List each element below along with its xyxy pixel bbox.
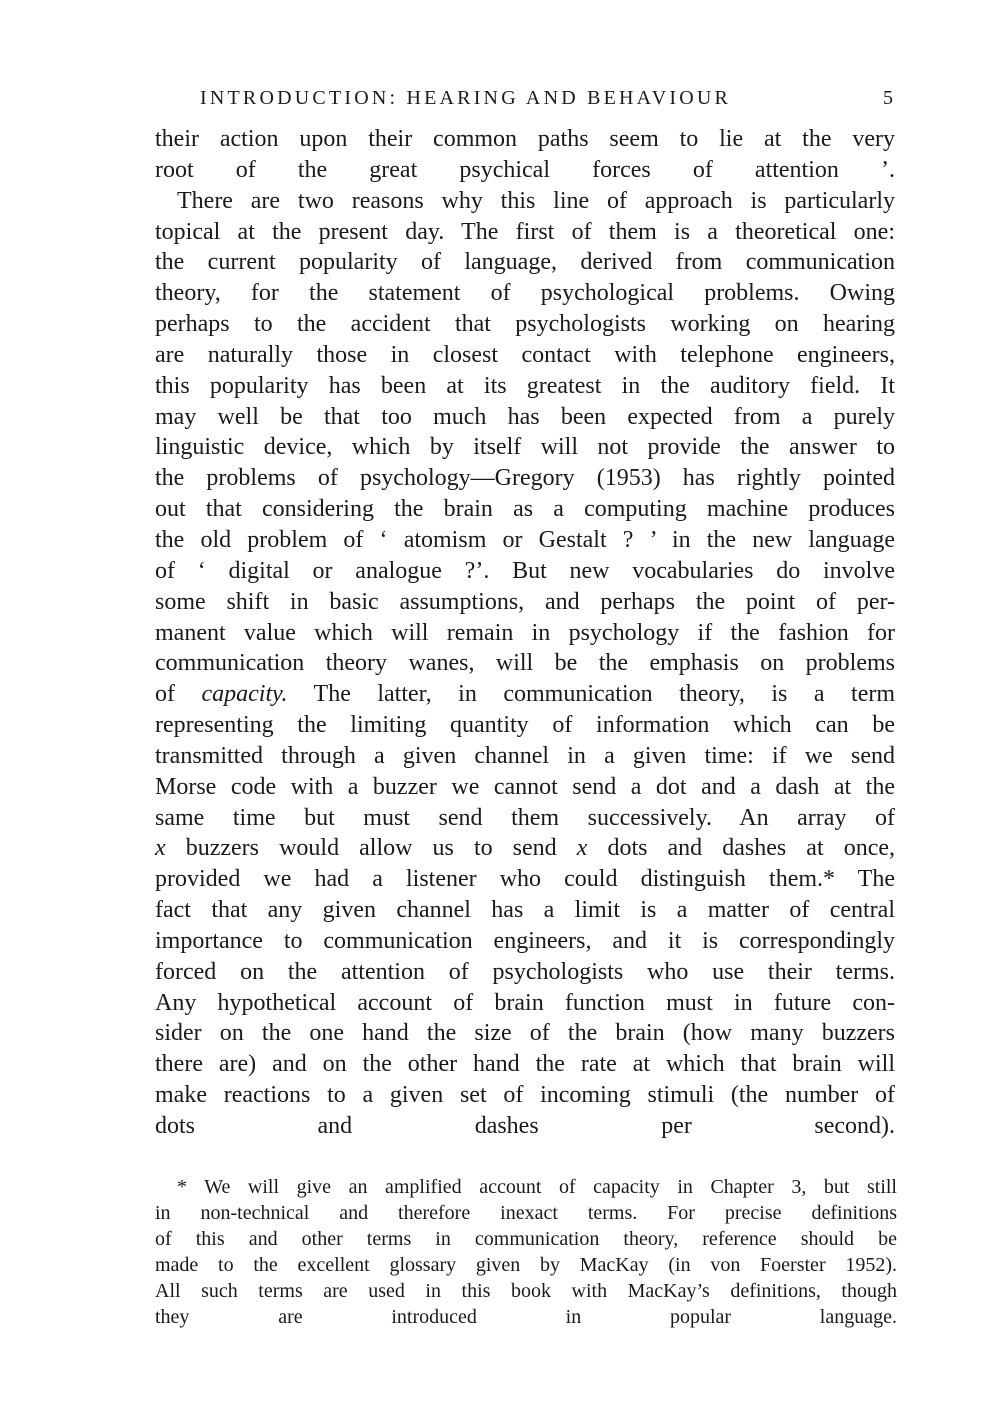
body-line	[155, 895, 895, 926]
text-segment: the old problem of ‘ atomism or Gestalt ? ’ in the new language	[155, 526, 895, 553]
italic-text: x	[576, 835, 588, 862]
body-line	[155, 988, 895, 1019]
body-line	[155, 587, 895, 618]
text-segment: the problems of psychology—Gregory (1953) has rightly pointed	[155, 465, 895, 492]
text-segment: fact that any given channel has a limit is a matter of central	[155, 897, 895, 924]
body-line	[155, 957, 895, 988]
running-header-title: INTRODUCTION: HEARING AND BEHAVIOUR	[200, 87, 732, 109]
body-line	[155, 247, 895, 278]
body-line	[155, 618, 895, 649]
body-line	[155, 463, 895, 494]
text-segment: transmitted through a given channel in a given time: if we send	[155, 742, 895, 769]
body-line	[155, 710, 895, 741]
footnote-line	[155, 1200, 897, 1226]
body-line	[155, 648, 895, 679]
italic-text: capacity.	[201, 681, 288, 708]
text-segment: Morse code with a buzzer we cannot send a dot and a dash at the	[155, 773, 895, 800]
text-segment: importance to communication engineers, and it is correspondingly	[155, 927, 895, 954]
body-line	[155, 371, 895, 402]
text-segment: make reactions to a given set of incoming stimuli (the number of	[155, 1082, 895, 1109]
text-segment: they are introduced in popular language.	[155, 1306, 897, 1328]
text-segment: there are) and on the other hand the rate at which that brain will	[155, 1051, 895, 1078]
text-segment: dots and dashes per second).	[155, 1113, 895, 1139]
text-segment: of ‘ digital or analogue ?’. But new vocabularies do involve	[155, 557, 895, 584]
body-line	[155, 124, 895, 155]
body-line	[155, 217, 895, 248]
text-segment: Any hypothetical account of brain function must in future con-	[155, 989, 895, 1016]
text-segment: sider on the one hand the size of the brain (how many buzzers	[155, 1020, 895, 1047]
body-line	[155, 278, 895, 309]
text-segment: may well be that too much has been expected from a purely	[155, 403, 895, 430]
text-segment: of this and other terms in communication theory, reference should be	[155, 1228, 897, 1250]
text-segment: buzzers would allow us to send	[165, 835, 577, 862]
text-segment: made to the excellent glossary given by MacKay (in von Foerster 1952).	[155, 1254, 897, 1276]
text-segment: The latter, in communication theory, is a term	[287, 681, 896, 708]
text-segment: perhaps to the accident that psychologists working on hearing	[155, 311, 895, 338]
text-segment: the current popularity of language, derived from communication	[155, 249, 895, 276]
text-segment: dots and dashes at once,	[587, 835, 895, 862]
text-segment: in non-technical and therefore inexact terms. For precise definitions	[155, 1202, 897, 1224]
body-line	[155, 741, 895, 772]
body-line	[155, 186, 895, 217]
body-line	[155, 340, 895, 371]
body-line	[155, 1018, 895, 1049]
body-line	[155, 926, 895, 957]
body-line	[155, 309, 895, 340]
footnote-line	[155, 1304, 897, 1330]
text-segment: * We will give an amplified account of capacity in Chapter 3, but still	[177, 1176, 897, 1198]
body-line	[155, 864, 895, 895]
footnote	[155, 1174, 897, 1330]
text-segment: There are two reasons why this line of approach is particularly	[177, 187, 895, 214]
body-line	[155, 803, 895, 834]
text-segment: some shift in basic assumptions, and perhaps the point of per-	[155, 588, 895, 615]
body-line	[155, 525, 895, 556]
text-segment: provided we had a listener who could distinguish them.* The	[155, 866, 895, 893]
body-line	[155, 1080, 895, 1111]
footnote-line	[155, 1278, 897, 1304]
running-header	[200, 87, 900, 115]
text-segment: linguistic device, which by itself will not provide the answer to	[155, 434, 895, 461]
text-segment: root of the great psychical forces of attention ’.	[155, 156, 895, 183]
italic-text: x	[155, 835, 166, 862]
text-segment: communication theory wanes, will be the emphasis on problems	[155, 650, 895, 677]
body-line	[155, 155, 895, 186]
text-segment: are naturally those in closest contact with telephone engineers,	[155, 341, 895, 368]
footnote-line	[155, 1226, 897, 1252]
body-line	[155, 1049, 895, 1080]
footnote-line	[155, 1174, 897, 1200]
text-segment: their action upon their common paths seem to lie at the very	[155, 126, 895, 152]
text-segment: forced on the attention of psychologists who use their terms.	[155, 958, 895, 985]
body-line	[155, 772, 895, 803]
text-segment: manent value which will remain in psychology if the fashion for	[155, 619, 895, 646]
body-line	[155, 833, 895, 864]
body-text	[155, 124, 895, 1142]
text-segment: representing the limiting quantity of information which can be	[155, 712, 895, 739]
page-number: 5	[883, 87, 893, 109]
text-segment: topical at the present day. The first of them is a theoretical one:	[155, 218, 895, 245]
body-line	[155, 679, 895, 710]
body-line	[155, 494, 895, 525]
body-line	[155, 402, 895, 433]
body-line	[155, 1111, 895, 1142]
body-line	[155, 432, 895, 463]
text-segment: theory, for the statement of psychological problems. Owing	[155, 280, 895, 307]
footnote-line	[155, 1252, 897, 1278]
text-segment: this popularity has been at its greatest in the auditory field. It	[155, 372, 895, 399]
body-line	[155, 556, 895, 587]
text-segment: All such terms are used in this book with MacKay’s definitions, though	[155, 1280, 897, 1302]
text-segment: of	[155, 681, 202, 708]
text-segment: out that considering the brain as a computing machine produces	[155, 496, 895, 523]
text-segment: same time but must send them successively. An array of	[155, 804, 895, 831]
